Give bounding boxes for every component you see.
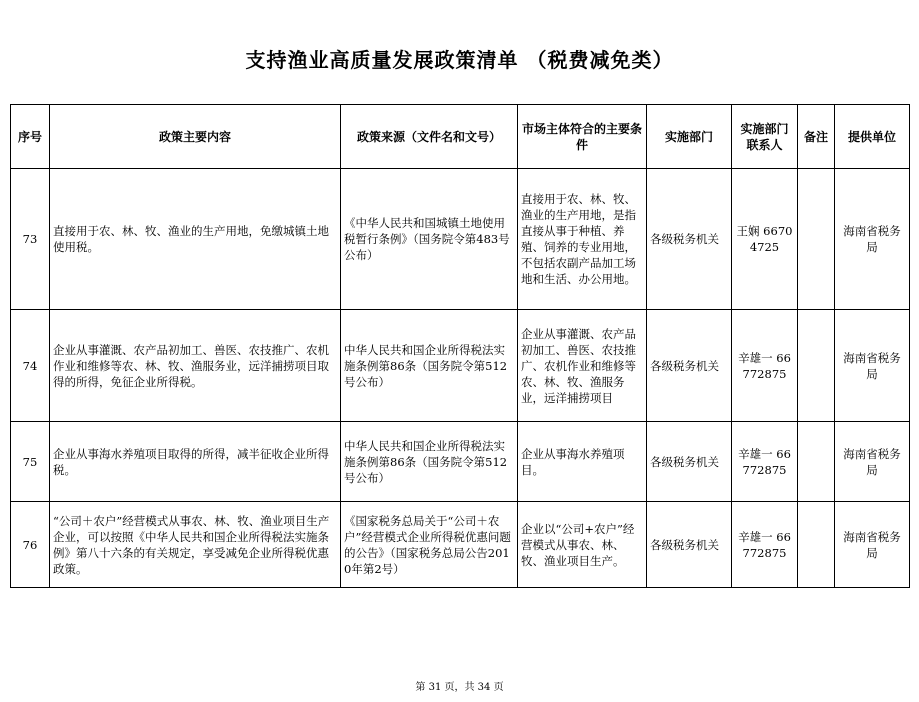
page-title: 支持渔业高质量发展政策清单 （税费减免类） bbox=[245, 48, 674, 72]
header-cell: 备注 bbox=[798, 105, 835, 169]
remark bbox=[798, 310, 835, 422]
table-row bbox=[11, 502, 910, 588]
policy-source: 中华人民共和国企业所得税法实施条例第86条（国务院令第512号公布） bbox=[341, 310, 518, 422]
header-cell: 市场主体符合的主要条件 bbox=[518, 105, 647, 169]
policy-source: 《国家税务总局关于“公司＋农户”经营模式企业所得税优惠问题的公告》（国家税务总局公告2010年第2号） bbox=[341, 502, 518, 588]
policy-content: 企业从事海水养殖项目取得的所得，减半征收企业所得税。 bbox=[50, 422, 341, 502]
provider: 海南省税务局 bbox=[835, 422, 910, 502]
implementing-dept: 各级税务机关 bbox=[647, 310, 732, 422]
dept-contact: 辛雄一 66772875 bbox=[732, 502, 798, 588]
policy-conditions: 直接用于农、林、牧、渔业的生产用地，是指直接从事于种植、养殖、饲养的专业用地，不包括农副产品加工场地和生活、办公用地。 bbox=[518, 169, 647, 310]
row-number: 75 bbox=[11, 422, 50, 502]
dept-contact: 辛雄一 66772875 bbox=[732, 422, 798, 502]
remark bbox=[798, 169, 835, 310]
policy-conditions: 企业从事灌溉、农产品初加工、兽医、农技推广、农机作业和维修等农、林、牧、渔服务业，远洋捕捞项目 bbox=[518, 310, 647, 422]
dept-contact: 辛雄一 66772875 bbox=[732, 310, 798, 422]
policy-source: 中华人民共和国企业所得税法实施条例第86条（国务院令第512号公布） bbox=[341, 422, 518, 502]
header-cell: 序号 bbox=[11, 105, 50, 169]
provider: 海南省税务局 bbox=[835, 502, 910, 588]
row-number: 73 bbox=[11, 169, 50, 310]
implementing-dept: 各级税务机关 bbox=[647, 422, 732, 502]
table-row bbox=[11, 169, 910, 310]
policy-content: “公司＋农户”经营模式从事农、林、牧、渔业项目生产企业，可以按照《中华人民共和国企业所得税法实施条例》第八十六条的有关规定，享受减免企业所得税优惠政策。 bbox=[50, 502, 341, 588]
header-cell: 实施部门联系人 bbox=[732, 105, 798, 169]
provider: 海南省税务局 bbox=[835, 310, 910, 422]
header-cell: 实施部门 bbox=[647, 105, 732, 169]
policy-conditions: 企业以“公司+农户”经营模式从事农、林、牧、渔业项目生产。 bbox=[518, 502, 647, 588]
page-footer: 第 31 页，共 34 页 bbox=[415, 682, 504, 693]
header-cell: 政策来源（文件名和文号） bbox=[341, 105, 518, 169]
table-row bbox=[11, 422, 910, 502]
policy-source: 《中华人民共和国城镇土地使用税暂行条例》（国务院令第483号公布） bbox=[341, 169, 518, 310]
implementing-dept: 各级税务机关 bbox=[647, 502, 732, 588]
policy-table bbox=[10, 104, 910, 588]
policy-conditions: 企业从事海水养殖项目。 bbox=[518, 422, 647, 502]
header-cell: 提供单位 bbox=[835, 105, 910, 169]
table-row bbox=[11, 310, 910, 422]
table-header-row bbox=[11, 105, 910, 169]
dept-contact: 王娴 66704725 bbox=[732, 169, 798, 310]
implementing-dept: 各级税务机关 bbox=[647, 169, 732, 310]
remark bbox=[798, 502, 835, 588]
row-number: 74 bbox=[11, 310, 50, 422]
policy-content: 企业从事灌溉、农产品初加工、兽医、农技推广、农机作业和维修等农、林、牧、渔服务业，远洋捕捞项目取得的所得，免征企业所得税。 bbox=[50, 310, 341, 422]
policy-content: 直接用于农、林、牧、渔业的生产用地，免缴城镇土地使用税。 bbox=[50, 169, 341, 310]
provider: 海南省税务局 bbox=[835, 169, 910, 310]
header-cell: 政策主要内容 bbox=[50, 105, 341, 169]
row-number: 76 bbox=[11, 502, 50, 588]
remark bbox=[798, 422, 835, 502]
